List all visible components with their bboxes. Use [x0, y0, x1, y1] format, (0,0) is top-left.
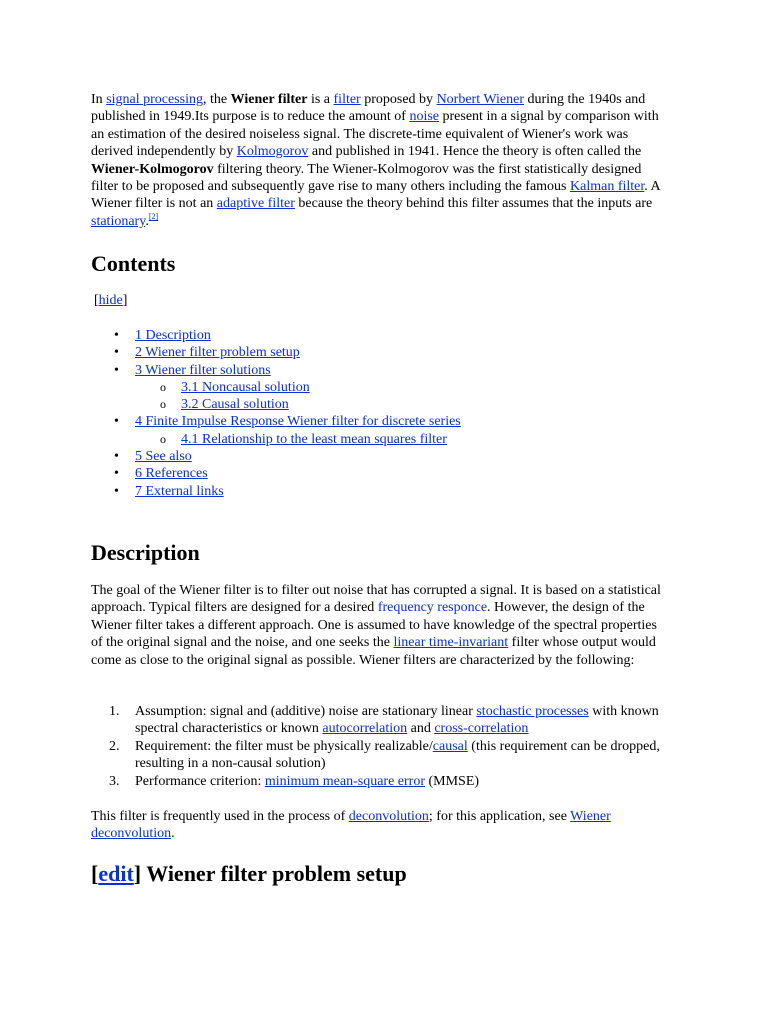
link-causal[interactable]: causal: [432, 738, 468, 754]
bullet: •: [114, 328, 119, 343]
link-stationary[interactable]: stationary: [91, 213, 146, 229]
item-number: 1.: [109, 704, 120, 719]
bold-wiener-kolmogorov: Wiener-Kolmogorov: [91, 161, 214, 177]
bold-wiener-filter: Wiener filter: [230, 92, 308, 107]
toc-link-causal[interactable]: 3.2 Causal solution: [181, 397, 289, 413]
toc-link-fir[interactable]: 4 Finite Impulse Response Wiener filter for discrete series: [135, 414, 461, 430]
text: This filter is frequently used in the process of: [91, 809, 349, 824]
text: filtering theory. The Wiener-Kolmogorov was the first statistically designed filter to be proposed and subsequently gave rise to many others including the famous: [91, 161, 642, 195]
bracket: [: [94, 293, 99, 308]
text: because the theory behind this filter assumes that the inputs are: [294, 196, 653, 212]
reference-link[interactable]: [2]: [148, 211, 159, 221]
link-norbert-wiener[interactable]: Norbert Wiener: [436, 92, 524, 107]
bullet: •: [114, 449, 119, 465]
link-kolmogorov[interactable]: Kolmogorov: [236, 144, 309, 160]
problem-setup-heading: [91, 861, 407, 887]
link-noise[interactable]: noise: [409, 109, 440, 125]
description-paragraph: [91, 582, 671, 669]
bullet: •: [114, 483, 119, 499]
text: .: [171, 826, 175, 842]
link-kalman-filter[interactable]: Kalman filter: [570, 179, 645, 195]
text: Requirement: the filter must be physically realizable/: [135, 738, 433, 754]
toc-link-noncausal[interactable]: 3.1 Noncausal solution: [181, 379, 310, 395]
item-number: 2.: [109, 738, 120, 754]
criteria-list: [91, 703, 671, 790]
link-stochastic-processes[interactable]: stochastic processes: [476, 704, 589, 719]
text: . However, the design of the Wiener filter takes a different approach. One is assumed to have knowledge of the spectral properties of the original signal and the noise, and one seeks the: [91, 600, 657, 651]
text: and: [407, 721, 435, 737]
deconvolution-paragraph: [91, 808, 671, 843]
text: , the: [203, 92, 231, 107]
text: filter whose output would come as close to the original signal as possible. Wiener filters are characterized by the following:: [91, 635, 656, 668]
list-item: [91, 738, 671, 773]
text: during the 1940s and published in 1949.Its purpose is to reduce the amount of: [91, 92, 646, 125]
text: (this requirement can be dropped, resulting in a non-causal solution): [135, 738, 660, 772]
bracket: ]: [122, 293, 128, 308]
toc-toggle: [94, 292, 127, 309]
text: In: [91, 92, 107, 107]
intro-paragraph: [91, 91, 671, 230]
bullet: •: [114, 345, 119, 361]
text: Assumption: signal and (additive) noise are stationary linear: [135, 704, 477, 719]
toc-link-see-also[interactable]: 5 See also: [135, 449, 192, 465]
bracket: [: [91, 861, 99, 886]
text: and published in 1941. Hence the theory is often called the: [308, 144, 642, 160]
hide-toc-link[interactable]: hide: [98, 293, 123, 308]
text: (MMSE): [425, 773, 480, 789]
item-number: 3.: [109, 773, 120, 789]
section-title: Wiener filter problem setup: [141, 861, 407, 886]
text: with known spectral characteristics or known: [135, 704, 659, 737]
link-frequency-response[interactable]: frequency responce: [377, 600, 488, 616]
link-cross-correlation[interactable]: cross-correlation: [434, 721, 529, 737]
bullet: •: [114, 362, 119, 378]
text: is a: [307, 92, 334, 107]
sub-bullet: o: [160, 397, 166, 412]
toc-link-references[interactable]: 6 References: [135, 466, 208, 482]
link-signal-processing[interactable]: signal processing: [106, 92, 203, 107]
link-autocorrelation[interactable]: autocorrelation: [322, 721, 408, 737]
bullet: •: [114, 414, 119, 430]
link-deconvolution[interactable]: deconvolution: [348, 809, 429, 824]
bracket: ]: [133, 861, 142, 886]
toc-link-description[interactable]: 1 Description: [135, 328, 211, 343]
text: present in a signal by comparison with an estimation of the desired noiseless signal. The discrete-time equivalent of Wiener's work was derived independently by: [91, 109, 659, 160]
text: proposed by: [360, 92, 437, 107]
link-wiener-deconvolution[interactable]: Wiener deconvolution: [91, 809, 611, 842]
link-adaptive-filter[interactable]: adaptive filter: [216, 196, 295, 212]
text: .: [145, 213, 149, 229]
toc-link-external-links[interactable]: 7 External links: [135, 483, 224, 499]
description-heading: Description: [91, 540, 200, 565]
link-filter[interactable]: filter: [333, 92, 361, 107]
list-item: [91, 773, 671, 790]
link-linear-time-invariant[interactable]: linear time-invariant: [393, 635, 509, 651]
contents-heading: Contents: [91, 251, 176, 276]
toc-link-solutions[interactable]: 3 Wiener filter solutions: [135, 362, 271, 378]
link-mmse[interactable]: minimum mean-square error: [264, 773, 425, 789]
text: ; for this application, see: [428, 809, 571, 824]
toc-link-problem-setup[interactable]: 2 Wiener filter problem setup: [135, 345, 300, 361]
sub-bullet: o: [160, 431, 166, 446]
text: . A Wiener filter is not an: [91, 179, 660, 212]
edit-section-link[interactable]: edit: [98, 861, 134, 886]
sub-bullet: o: [160, 379, 166, 394]
toc-link-lms[interactable]: 4.1 Relationship to the least mean squares filter: [181, 431, 447, 447]
list-item: [91, 703, 671, 738]
bullet: •: [114, 466, 119, 482]
text: The goal of the Wiener filter is to filter out noise that has corrupted a signal. It is based on a statistical approach. Typical filters are designed for a desired: [91, 583, 661, 616]
text: Performance criterion:: [135, 773, 265, 789]
